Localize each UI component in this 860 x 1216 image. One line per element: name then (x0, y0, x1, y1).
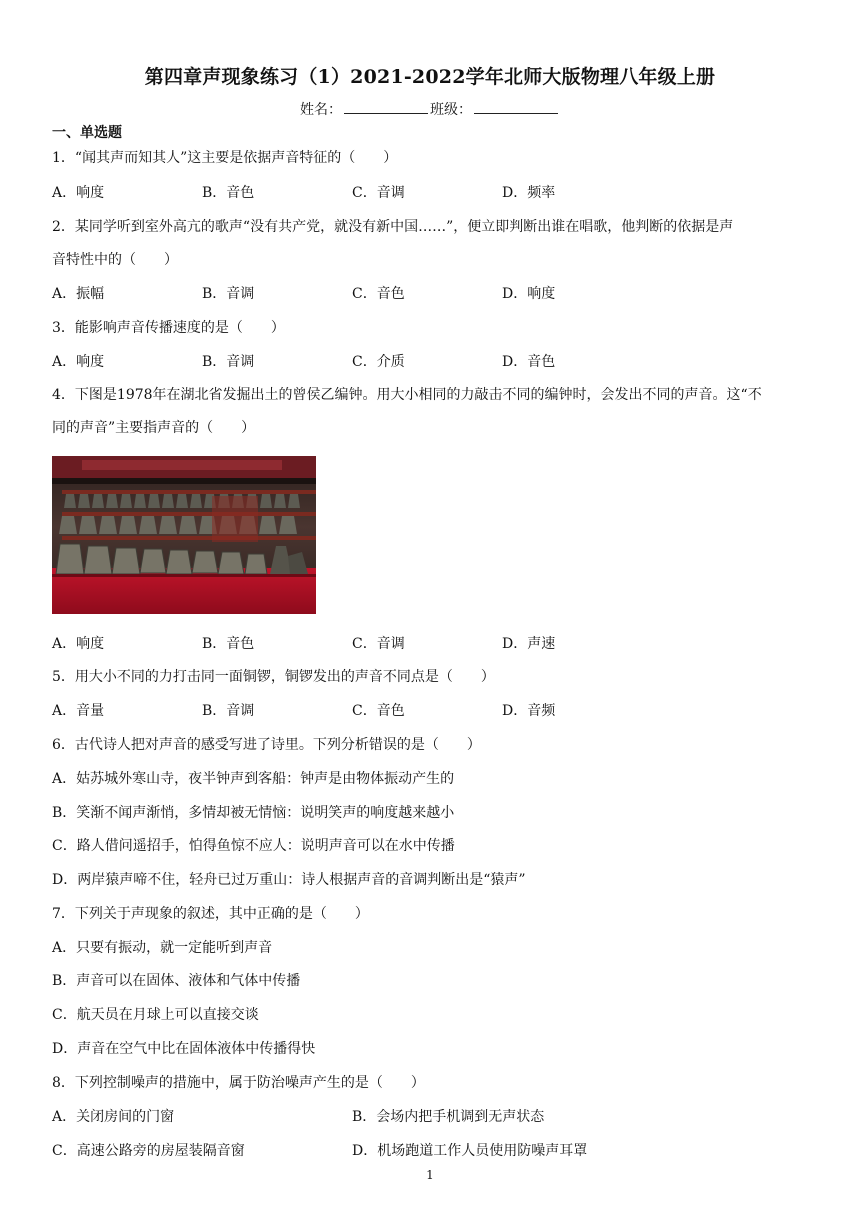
option: A．振幅 (52, 286, 105, 302)
question-4-options (52, 634, 772, 654)
question-5-options (52, 701, 772, 721)
option: D．声速 (502, 636, 556, 652)
option: A．响度 (52, 636, 105, 652)
section-heading: 一、单选题 (52, 125, 122, 141)
option: A．关闭房间的门窗 (52, 1109, 175, 1125)
option: D．音频 (502, 703, 556, 719)
option: A．响度 (52, 185, 105, 201)
question-6-option-a: A．姑苏城外寒山寺，夜半钟声到客船：钟声是由物体振动产生的 (52, 771, 455, 787)
option: C．高速公路旁的房屋装隔音窗 (52, 1143, 245, 1159)
bianzhong-photo (52, 456, 316, 614)
option: C．音色 (352, 286, 405, 302)
option: B．音色 (202, 636, 255, 652)
question-4-text: 4．下图是1978年在湖北省发掘出土的曾侯乙编钟。用大小相同的力敲击不同的编钟时，会发出不同的声音。这“不 (52, 387, 762, 403)
question-6-text: 6．古代诗人把对声音的感受写进了诗里。下列分析错误的是（ ） (52, 737, 481, 753)
class-blank[interactable] (474, 101, 558, 114)
question-7-text: 7．下列关于声现象的叙述，其中正确的是（ ） (52, 906, 369, 922)
question-6-option-d: D．两岸猿声啼不住，轻舟已过万重山：诗人根据声音的音调判断出是“猿声” (52, 872, 526, 888)
option: B．音调 (202, 703, 255, 719)
option: B．音色 (202, 185, 255, 201)
question-1-options (52, 183, 772, 203)
question-7-option-c: C．航天员在月球上可以直接交谈 (52, 1007, 259, 1023)
option: C．介质 (352, 354, 405, 370)
question-1-text: 1．“闻其声而知其人”这主要是依据声音特征的（ ） (52, 150, 398, 166)
question-6-option-c: C．路人借问遥招手，怕得鱼惊不应人：说明声音可以在水中传播 (52, 838, 455, 854)
question-2-text: 2．某同学听到室外高亢的歌声“没有共产党，就没有新中国……”，便立即判断出谁在唱歌，他判断的依据是声 (52, 219, 734, 235)
question-7-option-a: A．只要有振动，就一定能听到声音 (52, 940, 273, 956)
page-number: 1 (426, 1168, 434, 1182)
question-8-options-row2 (52, 1141, 772, 1161)
question-3-text: 3．能影响声音传播速度的是（ ） (52, 320, 285, 336)
question-7-option-b: B．声音可以在固体、液体和气体中传播 (52, 973, 301, 989)
option: A．响度 (52, 354, 105, 370)
option: D．机场跑道工作人员使用防噪声耳罩 (352, 1143, 588, 1159)
option: B．音调 (202, 286, 255, 302)
bianzhong-bells-image (52, 456, 316, 614)
question-3-options (52, 352, 772, 372)
question-2-text-cont: 音特性中的（ ） (52, 252, 178, 268)
question-8-text: 8．下列控制噪声的措施中，属于防治噪声产生的是（ ） (52, 1075, 425, 1091)
question-4-text-cont: 同的声音”主要指声音的（ ） (52, 420, 256, 436)
name-blank[interactable] (344, 101, 428, 114)
option: B．音调 (202, 354, 255, 370)
option: D．音色 (502, 354, 556, 370)
question-6-option-b: B．笑渐不闻声渐悄，多情却被无情恼：说明笑声的响度越来越小 (52, 805, 455, 821)
option: D．频率 (502, 185, 556, 201)
option: C．音调 (352, 185, 405, 201)
question-5-text: 5．用大小不同的力打击同一面铜锣，铜锣发出的声音不同点是（ ） (52, 669, 495, 685)
name-class-row (0, 99, 860, 119)
class-label: 班级： (430, 102, 472, 118)
document-title: 第四章声现象练习（1）2021-2022学年北师大版物理八年级上册 (144, 66, 716, 88)
option: C．音色 (352, 703, 405, 719)
question-8-options-row1 (52, 1107, 772, 1127)
name-label: 姓名： (300, 102, 342, 118)
option: D．响度 (502, 286, 556, 302)
option: C．音调 (352, 636, 405, 652)
question-7-option-d: D．声音在空气中比在固体液体中传播得快 (52, 1041, 316, 1057)
option: B．会场内把手机调到无声状态 (352, 1109, 545, 1125)
option: A．音量 (52, 703, 105, 719)
question-2-options (52, 284, 772, 304)
